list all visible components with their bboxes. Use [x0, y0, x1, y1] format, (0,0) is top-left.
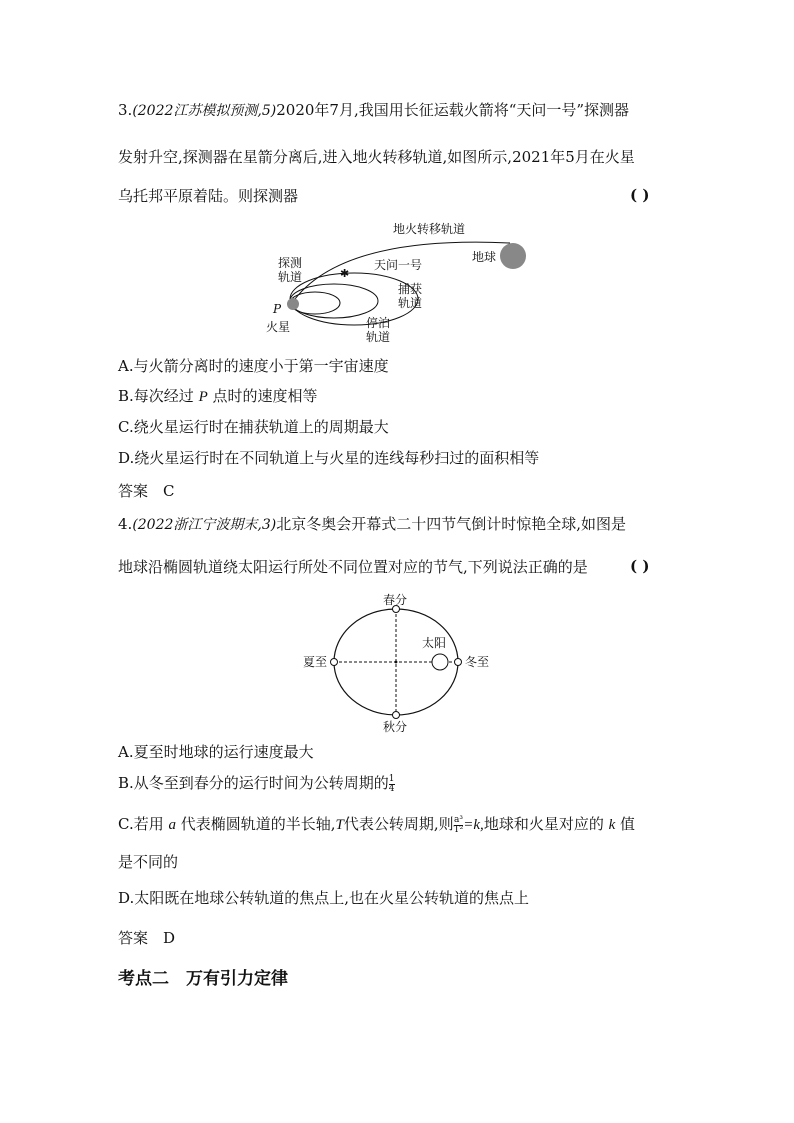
label-winter: 冬至: [465, 655, 490, 669]
section-title: 考点二 万有引力定律: [118, 969, 288, 989]
q4-option-c-var-t: T: [335, 817, 344, 833]
q3-orbit-figure: [260, 215, 540, 347]
q4-option-c-line2: 是不同的: [118, 853, 179, 871]
q4-text1: 北京冬奥会开幕式二十四节气倒计时惊艳全球,如图是: [276, 515, 627, 533]
q4-answer-paren: ( ): [630, 557, 650, 575]
q4-option-b: [118, 773, 395, 794]
label-mars: 火星: [266, 320, 291, 334]
q3-option-d: D.绕火星运行时在不同轨道上与火星的连线每秒扫过的面积相等: [118, 449, 540, 467]
q3-source: (2022江苏模拟预测,5): [132, 103, 277, 119]
q3-option-b-post: 点时的速度相等: [207, 387, 318, 405]
center-dot: [395, 661, 398, 664]
q3-line3: 乌托邦平原着陆。则探测器: [118, 187, 299, 205]
label-parking-1: 停泊: [366, 316, 391, 330]
label-probe-orbit-1: 探测: [278, 256, 303, 270]
q3-option-a: A.与火箭分离时的速度小于第一宇宙速度: [118, 357, 389, 375]
q4-line1: [118, 514, 626, 535]
q4-option-c-eq: =k,: [463, 817, 484, 833]
q3-line2: 发射升空,探测器在星箭分离后,进入地火转移轨道,如图所示,2021年5月在火星: [118, 148, 635, 166]
label-capture-2: 轨道: [398, 296, 423, 310]
q3-option-b: [118, 386, 318, 407]
q3-text1: 2020年7月,我国用长征运载火箭将“天问一号”探测器: [276, 101, 630, 119]
label-transfer-orbit: 地火转移轨道: [393, 222, 466, 236]
autumn-point: [393, 712, 400, 719]
q4-option-b-num: 1: [388, 773, 395, 784]
q4-option-c-var-a: a: [168, 817, 176, 833]
q4-option-c-mid1: 代表椭圆轨道的半长轴,: [175, 815, 336, 833]
label-earth: 地球: [472, 250, 497, 264]
q4-option-c-mid3: 地球和火星对应的: [483, 815, 609, 833]
mars-circle: [287, 298, 299, 310]
q4-option-d: D.太阳既在地球公转轨道的焦点上,也在火星公转轨道的焦点上: [118, 889, 530, 907]
q4-option-c-frac-num: a³: [453, 814, 463, 825]
label-point-p: P: [273, 302, 282, 316]
q3-option-b-var: P: [198, 389, 208, 405]
sun-circle: [432, 654, 448, 670]
q4-option-c-frac-den: T²: [453, 824, 464, 835]
q4-ellipse-figure: [295, 590, 500, 735]
label-parking-2: 轨道: [366, 330, 391, 344]
label-sun: 太阳: [422, 636, 447, 650]
label-capture-1: 捕获: [398, 282, 423, 296]
q4-number: 4.: [118, 515, 133, 533]
q3-answer: 答案 C: [118, 482, 175, 500]
q4-line2: 地球沿椭圆轨道绕太阳运行所处不同位置对应的节气,下列说法正确的是: [118, 558, 588, 576]
earth-circle: [500, 243, 526, 269]
q4-answer: 答案 D: [118, 929, 176, 947]
q4-option-c-pre: C.若用: [118, 815, 169, 833]
q4-option-c-post: 值: [615, 815, 636, 833]
q4-source: (2022浙江宁波期末,3): [132, 517, 277, 533]
q4-option-c-fraction: [454, 816, 464, 835]
q3-option-b-pre: B.每次经过: [118, 387, 199, 405]
label-probe-orbit-2: 轨道: [278, 270, 303, 284]
q4-option-c: [118, 814, 635, 835]
q3-number: 3.: [118, 101, 133, 119]
q4-option-b-pre: B.从冬至到春分的运行时间为公转周期的: [118, 774, 389, 792]
label-tianwen: 天问一号: [374, 258, 423, 272]
label-autumn: 秋分: [383, 720, 408, 734]
q3-line1: [118, 100, 629, 121]
probe-marker: ✱: [340, 267, 350, 280]
q4-option-b-den: 4: [388, 783, 395, 794]
label-summer: 夏至: [303, 655, 328, 669]
winter-point: [455, 659, 462, 666]
label-spring: 春分: [383, 593, 408, 607]
q4-option-c-mid2: 代表公转周期,则: [343, 815, 454, 833]
q4-option-c-var-k: k: [608, 817, 616, 833]
summer-point: [331, 659, 338, 666]
q4-option-b-fraction: [389, 775, 395, 794]
q3-option-c: C.绕火星运行时在捕获轨道上的周期最大: [118, 418, 389, 436]
q4-option-a: A.夏至时地球的运行速度最大: [118, 743, 314, 761]
q3-answer-paren: ( ): [630, 186, 650, 204]
